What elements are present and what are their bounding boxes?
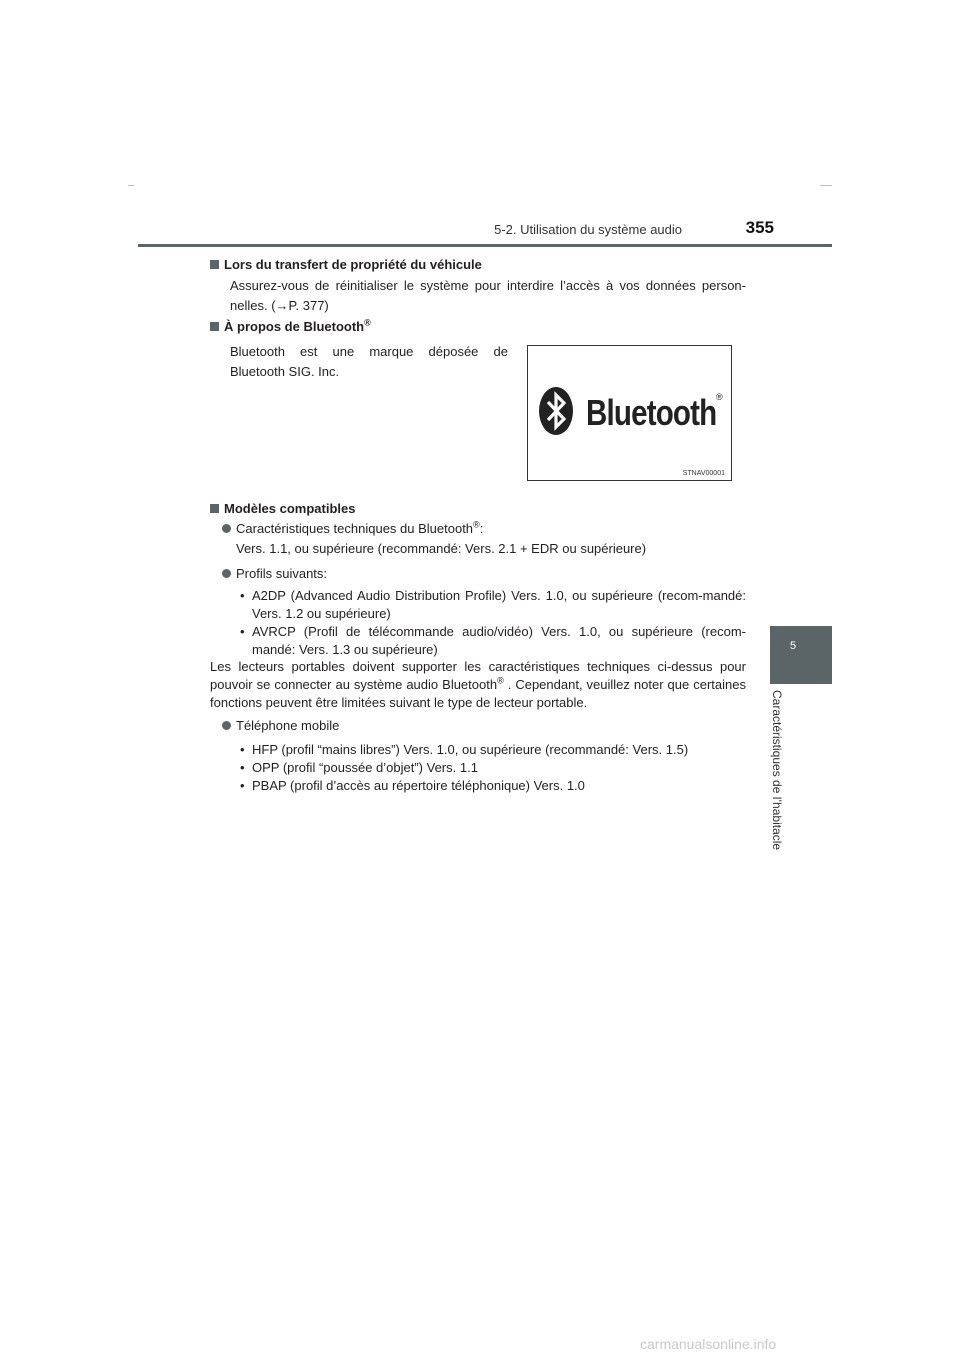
bluetooth-rune-icon [538, 386, 574, 436]
crop-mark-left [128, 185, 134, 186]
list-bullet: • [240, 778, 245, 793]
section-heading-compat: Modèles compatibles [210, 500, 355, 517]
spec-value: Vers. 1.1, ou supérieure (recommandé: Vers. 2.1 + EDR ou supérieure) [236, 541, 647, 556]
header-rule [138, 244, 832, 247]
phone-profile-opp: • OPP (profil “poussée d’objet”) Vers. 1.1 [240, 760, 478, 775]
chapter-label [772, 690, 808, 870]
profile-avrcp: • AVRCP (Profil de télécommande audio/vidéo) Vers. 1.0, ou supérieure (recom-mandé: Vers. 1.3 ou supérieure) [240, 624, 746, 657]
chapter-tab [770, 626, 832, 684]
registered-mark: ® [716, 392, 723, 402]
figure-code: STNAV00001 [682, 470, 725, 477]
list-bullet: • [240, 624, 245, 639]
profiles-item: Profils suivants: [222, 565, 327, 582]
section-heading-about: À propos de Bluetooth® [210, 318, 371, 335]
bluetooth-logo-figure [527, 345, 732, 481]
square-bullet-icon [210, 260, 219, 269]
header-section-title: 5-2. Utilisation du système audio [494, 222, 682, 237]
phone-item: Téléphone mobile [222, 717, 339, 734]
page-header [138, 218, 832, 246]
section-heading-transfer: Lors du transfert de propriété du véhicule [210, 256, 482, 273]
profile-a2dp: • A2DP (Advanced Audio Distribution Profile) Vers. 1.0, ou supérieure (recom-mandé: Vers. 1.2 ou supérieure) [240, 588, 746, 621]
square-bullet-icon [210, 322, 219, 331]
chapter-label-text: Caractéristiques de l’habitacle [770, 690, 784, 851]
bluetooth-logo [538, 386, 723, 438]
list-bullet: • [240, 588, 245, 603]
list-bullet: • [240, 760, 245, 775]
round-bullet-icon [222, 569, 231, 578]
square-bullet-icon [210, 504, 219, 513]
round-bullet-icon [222, 524, 231, 533]
bluetooth-wordmark: Bluetooth [586, 392, 717, 433]
spec-item: Caractéristiques techniques du Bluetooth®: [222, 520, 483, 537]
crop-mark-right [820, 185, 832, 186]
transfer-paragraph: Assurez-vous de réinitialiser le système pour interdire l’accès à vos données person-nelles. (→P. 377) [230, 278, 746, 313]
compat-note: Les lecteurs portables doivent supporter les caractéristiques techniques ci-dessus pour pouvoir se connecter au système audio Bluetooth® . Cependant, veuillez noter que certaines fonctions peuvent être limitées suivant le type de lecteur portable. [210, 659, 746, 710]
chapter-number: 5 [790, 640, 797, 652]
phone-profile-hfp: • HFP (profil “mains libres”) Vers. 1.0, ou supérieure (recommandé: Vers. 1.5) [240, 742, 689, 757]
watermark: carmanualsonline.info [640, 1336, 777, 1352]
page-number: 355 [745, 218, 774, 237]
phone-profile-pbap: • PBAP (profil d’accès au répertoire téléphonique) Vers. 1.0 [240, 778, 585, 793]
about-paragraph: Bluetooth est une marque déposée de Bluetooth SIG. Inc. [230, 344, 508, 379]
round-bullet-icon [222, 721, 231, 730]
list-bullet: • [240, 742, 245, 757]
